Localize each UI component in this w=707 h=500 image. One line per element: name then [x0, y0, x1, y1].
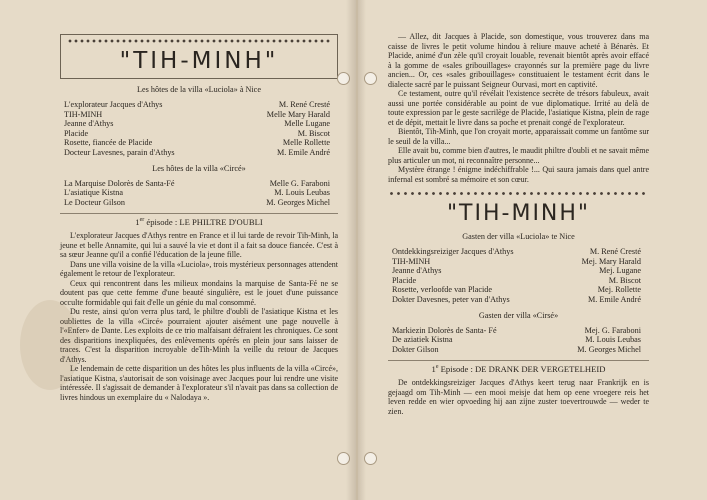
cast-role: Ontdekkingsreiziger Jacques d'Athys — [392, 247, 514, 256]
right-page — [356, 0, 707, 500]
cast-actor: Melle Mary Harald — [266, 109, 330, 119]
cast-actor: M. Louis Leubas — [274, 188, 330, 198]
cast-list-luciola — [64, 100, 330, 158]
cast-role: Placide — [64, 128, 89, 138]
cast-role: La Marquise Dolorès de Santa-Fé — [64, 178, 175, 188]
cast-role: TIH-MINH — [64, 109, 103, 119]
cast-row — [392, 326, 641, 336]
decorative-border — [388, 190, 649, 197]
synopsis-paragraph: Ceux qui rencontrent dans les milieux mondains la marquise de Santa-Fé ne se doutent pas que cette femme d'une beauté singulière, est le jouet d'une puissance occulte formidable qui fait d'elle un génie du mal consommé. — [60, 278, 338, 307]
staple-hole — [364, 452, 377, 465]
cast-actor: M. Georges Michel — [266, 197, 330, 207]
cast-list-circe — [392, 326, 641, 355]
guests-circe-heading: Gasten der villa «Cirsé» — [478, 310, 559, 320]
guests-circe-heading: Les hôtes de la villa «Circé» — [152, 163, 246, 173]
cast-row — [64, 119, 330, 129]
synopsis-paragraph: Dans une villa voisine de la villa «Luciola», trois mystérieux personnages attendent également le retour de l'explorateur. — [60, 259, 338, 279]
paper-stain — [20, 300, 80, 390]
cast-row — [392, 335, 641, 345]
cast-list-luciola — [392, 247, 641, 305]
staple-hole — [364, 72, 377, 85]
cast-role: L'explorateur Jacques d'Athys — [64, 100, 163, 109]
cast-row — [64, 110, 330, 120]
episode-ordinal: e — [435, 364, 439, 371]
cast-row — [64, 100, 330, 110]
episode-number: 1 — [135, 217, 140, 228]
cast-role: TIH-MINH — [392, 256, 431, 266]
synopsis-paragraph: Bientôt, Tih-Minh, que l'on croyait morte, apparaissait comme un fantôme sur le seuil de la villa... — [388, 127, 649, 146]
synopsis-paragraph: Du reste, ainsi qu'on verra plus tard, le philtre d'oubli de l'asiatique Kistna et les oubliettes de la villa «Circé» pourraient ajouter aisément une page nouvelle à l'«Enfer» de Dante. Les exploits de ce trio malfaisant défraient les chroniques. Ce sont des disparitions inexpliquées, des enlèvements opérés en plein jour sans laisser de traces. C'est la disparition incroyable deTih-Minh la veille du retour de Jacques d'Athys. — [60, 307, 338, 364]
cast-row — [392, 247, 641, 257]
episode-heading — [60, 213, 338, 227]
synopsis-paragraph: L'explorateur Jacques d'Athys rentre en France et il lui tarde de revoir Tih-Minh, la jeune et belle Annamite, qui lui a sauvé la vie et dont il a fait sa douce fiancée. C'est à sa sœur Jeanne qu'il a confié l'éducation de la jeune fille. — [60, 231, 338, 260]
cast-role: Jeanne d'Athys — [392, 266, 442, 276]
cast-role: Rosette, verloofde van Placide — [392, 285, 493, 295]
cast-actor: Mej. Mary Harald — [581, 256, 641, 266]
cast-actor: Mej. G. Faraboni — [584, 325, 641, 335]
cast-role: Dokter Gilson — [392, 344, 439, 354]
cast-role: L'asiatique Kistna — [64, 188, 123, 198]
cast-row — [392, 285, 641, 295]
cast-role: Le Docteur Gilson — [64, 197, 125, 207]
cast-actor: M. Emile André — [588, 294, 641, 304]
episode-number: 1 — [431, 364, 436, 375]
cast-row — [64, 198, 330, 208]
synopsis-paragraph: Mystère étrange ! énigme indéchiffrable !... Qui saura jamais dans quel antre infernal est sombré sa mémoire et son cœur. — [388, 165, 649, 184]
decorative-border — [67, 38, 331, 44]
staple-hole — [337, 72, 350, 85]
episode-title: Episode : DE DRANK DER VERGETELHEID — [440, 364, 606, 375]
guests-luciola-heading: Les hôtes de la villa «Luciola» à Nice — [137, 85, 261, 94]
cast-actor: M. Biscot — [297, 128, 330, 138]
cast-row — [392, 266, 641, 276]
cast-role: Placide — [392, 275, 417, 285]
cast-row — [64, 138, 330, 148]
cast-actor: M. Biscot — [608, 275, 641, 285]
cast-row — [392, 257, 641, 267]
cast-actor: M. René Cresté — [589, 247, 641, 256]
cast-row — [392, 295, 641, 305]
page-title: "TIH-MINH" — [119, 48, 279, 74]
cast-row — [392, 345, 641, 355]
synopsis-paragraph: Elle avait bu, comme bien d'autres, le maudit philtre d'oubli et ne savait même plus articuler un mot, ni reconnaître personne... — [388, 146, 649, 165]
synopsis-paragraph: Ce testament, outre qu'il révélait l'existence secrète de trésors fabuleux, avait aussi une portée considérable au point de vue diplomatique. Irrité au delà de toute expression par le geste sacrilège de Placide, l'asiatique Kistna, plein de rage et de dépit, mettait le livre dans sa poche et prenait congé de l'explorateur. — [388, 89, 649, 127]
staple-hole — [337, 452, 350, 465]
cast-actor: Melle G. Faraboni — [269, 178, 330, 188]
title-box — [60, 34, 338, 79]
cast-actor: M. Georges Michel — [577, 344, 641, 354]
page-title: "TIH-MINH" — [446, 201, 591, 226]
cast-actor: M. Emile André — [277, 147, 330, 157]
cast-row — [64, 129, 330, 139]
synopsis-paragraph: Le lendemain de cette disparition un des hôtes les plus influents de la villa «Circé», l'asiatique Kistna, s'autorisait de son voisinage avec Jacques pour lui rendre une visite intéressée. Il s'agissait de demander à l'explorateur s'il n'avait pas dans sa collection de livres hindous un exemplaire du « Nalodaya ». — [60, 364, 338, 402]
cast-role: Dokter Davesnes, peter van d'Athys — [392, 294, 510, 304]
cast-role: Jeanne d'Athys — [64, 119, 114, 129]
cast-actor: M. Louis Leubas — [585, 335, 641, 345]
cast-row — [64, 179, 330, 189]
cast-actor: Mej. Lugane — [599, 266, 641, 276]
cast-row — [64, 188, 330, 198]
cast-actor: Melle Lugane — [284, 119, 330, 129]
episode-heading — [388, 360, 649, 374]
cast-role: Docteur Lavesnes, parain d'Athys — [64, 147, 175, 157]
cast-role: Rosette, fiancée de Placide — [64, 138, 153, 148]
synopsis-paragraph: — Allez, dit Jacques à Placide, son domestique, vous trouverez dans ma caisse de livres le petit volume hindou à reliure mauve acheté à Bénarès. Et Placide, animé d'un zèle qu'il croyait louable, revenait bientôt après avoir effacé à la gomme de «sales gribouillages» crayonnés sur la première page du livre ancien... Or, ces «sales gribouillages» constituaient le testament écrit dans le dialecte sacré par le puissant Seigneur Ourvasi, mort en captivité. — [388, 32, 649, 89]
cast-row — [392, 276, 641, 286]
guests-luciola-heading: Gasten der villa «Luciola» te Nice — [462, 232, 575, 241]
cast-role: De aziatiek Kistna — [392, 335, 453, 345]
cast-actor: Mej. Rollette — [597, 285, 641, 295]
cast-actor: M. René Cresté — [278, 100, 330, 109]
episode-title: épisode : LE PHILTRE D'OUBLI — [146, 217, 263, 228]
cast-actor: Melle Rollette — [282, 138, 330, 148]
synopsis-paragraph: De ontdekkingsreiziger Jacques d'Athys keert terug naar Frankrijk en is gejaagd om Tih-Minh — een mooi meisje dat hem op eene vroegere reis het leven redde en wier opvoeding hij aan zijne zuster toevertrouwde — weder te zien. — [388, 378, 649, 416]
cast-role: Markiezin Dolorès de Santa- Fé — [392, 325, 497, 335]
episode-ordinal: er — [139, 217, 145, 224]
cast-row — [64, 148, 330, 158]
cast-list-circe — [64, 179, 330, 208]
